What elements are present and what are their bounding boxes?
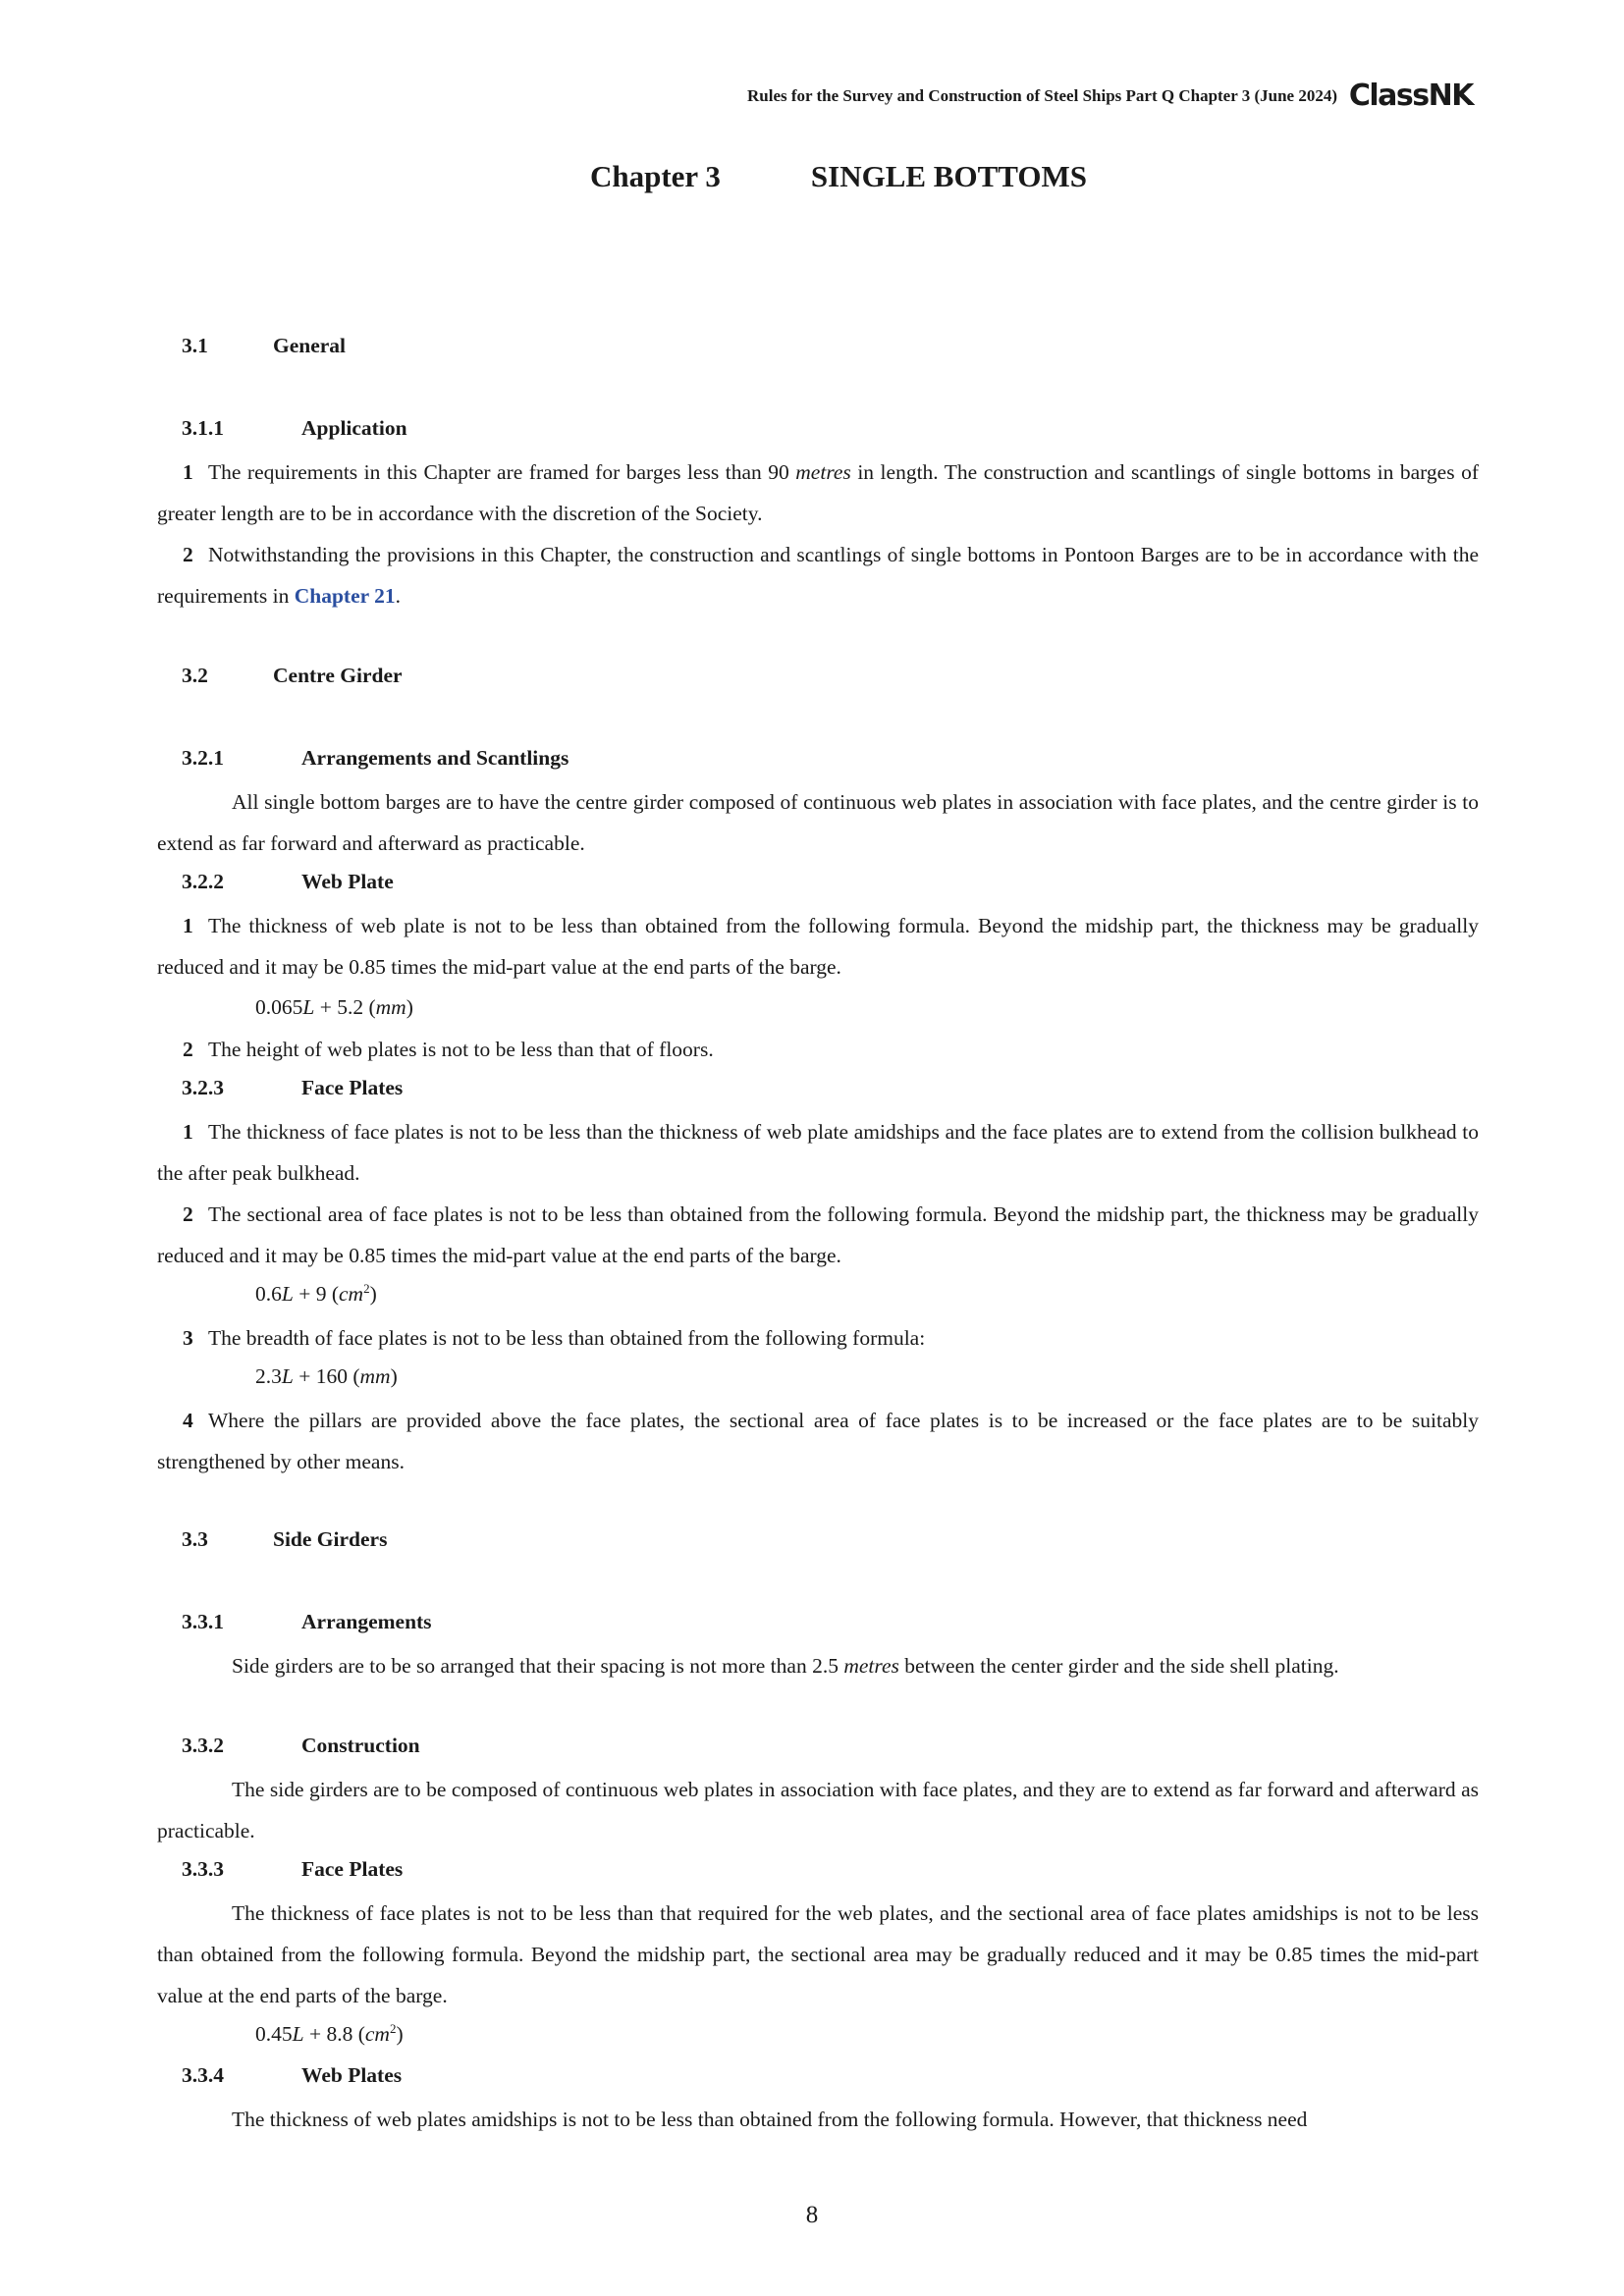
- formula-unit: cm: [364, 2022, 390, 2046]
- formula-close: ): [406, 995, 413, 1019]
- paragraph-3-2-3-1: [157, 1111, 1479, 1194]
- paragraph-text: .: [395, 584, 402, 608]
- paragraph-text: The height of web plates is not to be less than that of floors.: [208, 1038, 714, 1061]
- paragraph-number: 3: [183, 1326, 193, 1350]
- paragraph-number: 1: [183, 1120, 193, 1144]
- section-number: 3.2: [182, 664, 208, 687]
- formula-coef: 2.3: [255, 1364, 282, 1388]
- formula-coef: 0.45: [255, 2022, 293, 2046]
- formula-close: ): [396, 2022, 404, 2046]
- paragraph-text: between the center girder and the side shell plating.: [898, 1654, 1339, 1678]
- paragraph-text: The requirements in this Chapter are framed for barges less than 90: [208, 460, 796, 484]
- formula-close: ): [390, 1364, 398, 1388]
- formula-side-girder-face-area: [255, 2022, 404, 2047]
- formula-term: + 8.8 (: [303, 2022, 365, 2046]
- paragraph-3-2-2-2: [157, 1029, 1479, 1070]
- paragraph-3-3-1: [157, 1645, 1479, 1686]
- paragraph-number: 2: [183, 543, 193, 566]
- subsection-title: Application: [301, 416, 407, 440]
- formula-unit: mm: [359, 1364, 391, 1388]
- subsection-number: 3.2.1: [182, 746, 224, 770]
- paragraph-text: in length. The construction and scantlings of single bottoms in barges of greater length are to be in accordance with the discretion of the Society.: [157, 460, 1479, 525]
- paragraph-3-2-3-3: [157, 1317, 1479, 1359]
- subsection-title: Web Plates: [301, 2063, 403, 2087]
- paragraph-text: Where the pillars are provided above the face plates, the sectional area of face plates is to be increased or the face plates are to be suitably strengthened by other means.: [157, 1409, 1479, 1473]
- section-number: 3.1: [182, 334, 208, 357]
- paragraph-text: The thickness of face plates is not to be less than the thickness of web plate amidships and the face plates are to extend from the collision bulkhead to the after peak bulkhead.: [157, 1120, 1479, 1185]
- section-number: 3.3: [182, 1527, 208, 1551]
- paragraph-3-3-3: The thickness of face plates is not to be less than that required for the web plates, and the sectional area of face plates amidships is not to be less than obtained from the following formula. Beyond the midship part, the sectional area may be gradually reduced and it may be 0.85 times the mid-part value at the end parts of the barge.: [157, 1901, 1479, 2007]
- subsection-title: Construction: [301, 1734, 420, 1757]
- formula-var: L: [302, 995, 315, 1019]
- paragraph-3-2-2-1: [157, 905, 1479, 988]
- formula-unit: cm: [339, 1282, 364, 1306]
- classnk-logo: ClassNK: [1348, 79, 1473, 113]
- paragraph-number: 1: [183, 460, 193, 484]
- section-title: Side Girders: [273, 1527, 388, 1551]
- subsection-number: 3.1.1: [182, 416, 224, 440]
- paragraph-text: The thickness of web plate is not to be less than obtained from the following formula. Beyond the midship part, the thickness may be gradually reduced and it may be 0.85 times the mid-part value at the end parts of the barge.: [157, 914, 1479, 979]
- paragraph-number: 2: [183, 1202, 193, 1226]
- paragraph-3-2-3-2: [157, 1194, 1479, 1276]
- chapter-21-link[interactable]: Chapter 21: [294, 584, 396, 608]
- paragraph-text: The sectional area of face plates is not to be less than obtained from the following formula. Beyond the midship part, the thickness may be gradually reduced and it may be 0.85 times the mid-part value at the end parts of the barge.: [157, 1202, 1479, 1267]
- formula-unit: mm: [375, 995, 406, 1019]
- paragraph-3-1-1-2: [157, 534, 1479, 616]
- formula-coef: 0.6: [255, 1282, 282, 1306]
- subsection-number: 3.3.2: [182, 1734, 224, 1757]
- chapter-name: SINGLE BOTTOMS: [810, 159, 1087, 193]
- formula-term: + 9 (: [293, 1282, 340, 1306]
- running-title: Rules for the Survey and Construction of Steel Ships Part Q Chapter 3 (June 2024): [747, 86, 1337, 105]
- chapter-number: Chapter 3: [589, 159, 721, 193]
- formula-exponent: 2: [389, 2020, 397, 2036]
- paragraph-text: The breadth of face plates is not to be less than obtained from the following formula:: [208, 1326, 926, 1350]
- formula-var: L: [281, 1282, 294, 1306]
- section-title: Centre Girder: [273, 664, 403, 687]
- paragraph-number: 4: [183, 1409, 193, 1432]
- paragraph-number: 2: [183, 1038, 193, 1061]
- subsection-number: 3.3.4: [182, 2063, 224, 2087]
- formula-web-plate-thickness: [255, 995, 413, 1020]
- paragraph-3-2-1: All single bottom barges are to have the centre girder composed of continuous web plates in association with face plates, and the centre girder is to extend as far forward and afterward as practicable.: [157, 790, 1479, 855]
- formula-var: L: [292, 2022, 304, 2046]
- subsection-title: Arrangements: [301, 1610, 432, 1633]
- chapter-title: [0, 159, 1624, 194]
- paragraph-3-3-4: The thickness of web plates amidships is not to be less than obtained from the following formula. However, that thickness need: [232, 2108, 1308, 2131]
- formula-term: + 160 (: [293, 1364, 360, 1388]
- subsection-title: Arrangements and Scantlings: [301, 746, 569, 770]
- formula-close: ): [369, 1282, 377, 1306]
- formula-coef: 0.065: [255, 995, 303, 1019]
- subsection-title: Face Plates: [301, 1857, 404, 1881]
- subsection-number: 3.2.2: [182, 870, 224, 893]
- paragraph-unit: metres: [843, 1654, 899, 1678]
- subsection-number: 3.2.3: [182, 1076, 224, 1099]
- paragraph-number: 1: [183, 914, 193, 937]
- formula-face-plate-breadth: [255, 1364, 398, 1389]
- paragraph-text: Side girders are to be so arranged that their spacing is not more than 2.5: [232, 1654, 844, 1678]
- subsection-title: Web Plate: [301, 870, 394, 893]
- subsection-number: 3.3.3: [182, 1857, 224, 1881]
- paragraph-3-2-3-4: [157, 1400, 1479, 1482]
- paragraph-3-1-1-1: [157, 452, 1479, 534]
- subsection-number: 3.3.1: [182, 1610, 224, 1633]
- formula-exponent: 2: [363, 1280, 370, 1296]
- formula-face-plate-area: [255, 1282, 377, 1307]
- formula-term: + 5.2 (: [314, 995, 376, 1019]
- page-number: 8: [805, 2202, 819, 2228]
- paragraph-3-3-2: The side girders are to be composed of continuous web plates in association with face plates, and they are to extend as far forward and afterward as practicable.: [157, 1778, 1479, 1842]
- paragraph-text: Notwithstanding the provisions in this Chapter, the construction and scantlings of single bottoms in Pontoon Barges are to be in accordance with the requirements in: [157, 543, 1479, 608]
- formula-var: L: [281, 1364, 294, 1388]
- paragraph-unit: metres: [795, 460, 851, 484]
- subsection-title: Face Plates: [301, 1076, 404, 1099]
- section-title: General: [273, 334, 347, 357]
- running-header: [0, 79, 1473, 118]
